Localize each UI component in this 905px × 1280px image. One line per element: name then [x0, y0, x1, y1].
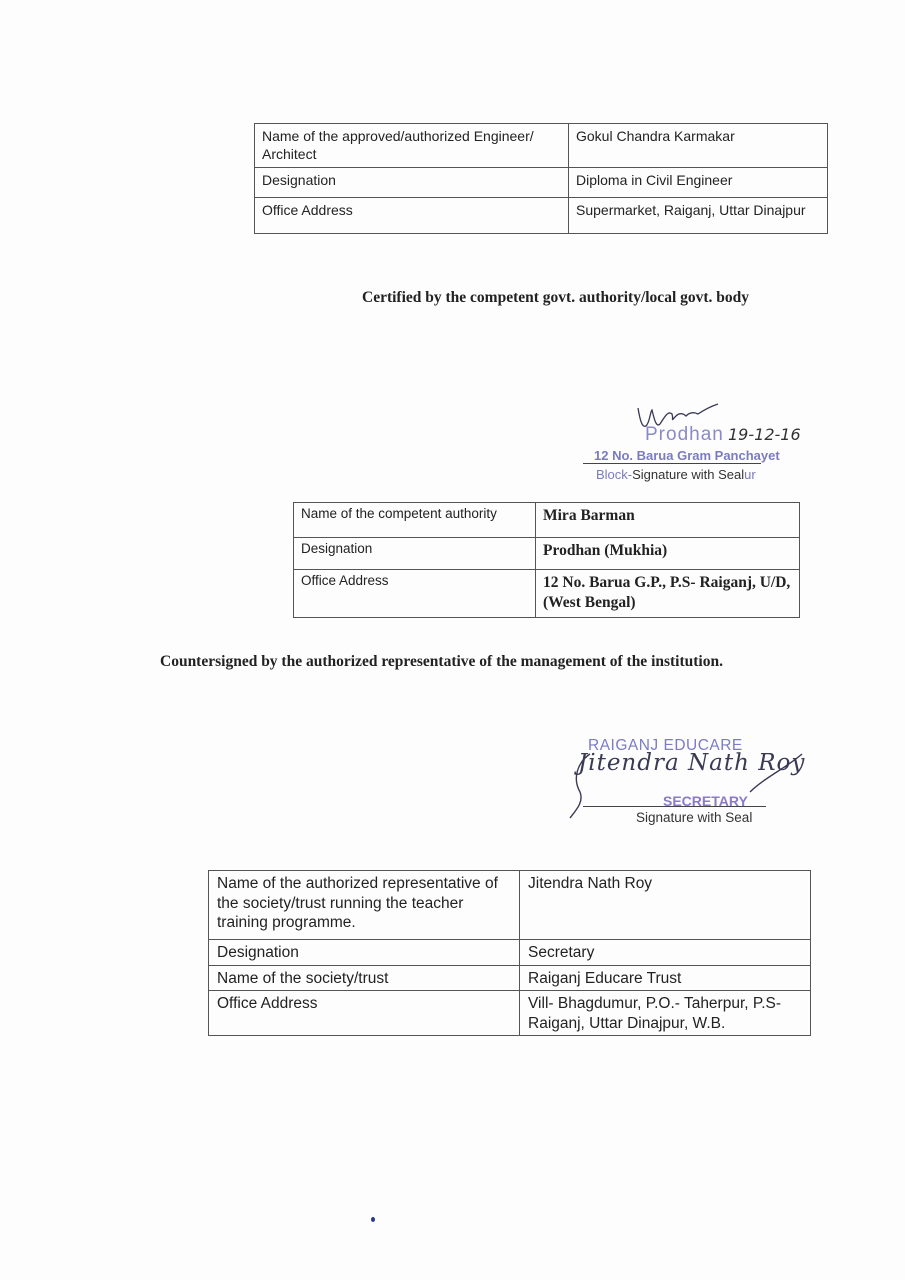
- signature-line: [583, 463, 761, 464]
- representative-name-label: Name of the authorized representative of the society/trust running the teacher training programme.: [209, 871, 520, 940]
- ink-dot: [371, 1217, 375, 1222]
- representative-designation-label: Designation: [209, 940, 520, 966]
- authority-name-label: Name of the competent authority: [294, 503, 536, 538]
- block-seal-caption: Signature with Seal: [632, 467, 745, 482]
- engineer-name-value: Gokul Chandra Karmakar: [569, 124, 828, 168]
- authority-name-value: Mira Barman: [536, 503, 800, 538]
- authority-details-table: [293, 502, 800, 618]
- society-address-value: Vill- Bhagdumur, P.O.- Taherpur, P.S- Raiganj, Uttar Dinajpur, W.B.: [520, 991, 811, 1036]
- engineer-designation-value: Diploma in Civil Engineer: [569, 168, 828, 198]
- table-row: [209, 871, 811, 940]
- certified-heading: Certified by the competent govt. authority/local govt. body: [362, 289, 750, 306]
- table-row: [255, 198, 828, 234]
- signature-script: Jitendra Nath Roy: [578, 750, 806, 776]
- representative-designation-value: Secretary: [520, 940, 811, 966]
- block-seal-text: [596, 467, 756, 482]
- table-row: [294, 570, 800, 618]
- representative-name-value: Jitendra Nath Roy: [520, 871, 811, 940]
- society-address-label: Office Address: [209, 991, 520, 1036]
- engineer-name-label: Name of the approved/authorized Engineer/ Architect: [255, 124, 569, 168]
- panchayet-seal-text: 12 No. Barua Gram Panchayet: [594, 448, 780, 463]
- table-row: [294, 503, 800, 538]
- signature-caption: Signature with Seal: [636, 810, 753, 825]
- table-row: [294, 538, 800, 570]
- engineer-designation-label: Designation: [255, 168, 569, 198]
- engineer-details-table: [254, 123, 828, 234]
- countersigned-heading: Countersigned by the authorized representative of the management of the institution.: [160, 653, 723, 670]
- secretary-seal-text: SECRETARY: [663, 793, 748, 809]
- signature-date: 19-12-16: [728, 425, 801, 444]
- authority-address-value: 12 No. Barua G.P., P.S- Raiganj, U/D, (West Bengal): [536, 570, 800, 618]
- engineer-address-label: Office Address: [255, 198, 569, 234]
- table-row: [255, 168, 828, 198]
- authority-designation-value: Prodhan (Mukhia): [536, 538, 800, 570]
- signature-line: [583, 806, 766, 807]
- educare-seal-text: RAIGANJ EDUCARE: [588, 737, 743, 754]
- table-row: [209, 940, 811, 966]
- table-row: [255, 124, 828, 168]
- block-seal-suffix: ur: [744, 467, 756, 482]
- authority-address-label: Office Address: [294, 570, 536, 618]
- block-seal-prefix: Block-: [596, 467, 633, 482]
- prodhan-seal-text: Prodhan: [645, 424, 724, 445]
- society-name-value: Raiganj Educare Trust: [520, 965, 811, 991]
- engineer-address-value: Supermarket, Raiganj, Uttar Dinajpur: [569, 198, 828, 234]
- representative-details-table: [208, 870, 811, 1036]
- table-row: [209, 991, 811, 1036]
- table-row: [209, 965, 811, 991]
- society-name-label: Name of the society/trust: [209, 965, 520, 991]
- authority-designation-label: Designation: [294, 538, 536, 570]
